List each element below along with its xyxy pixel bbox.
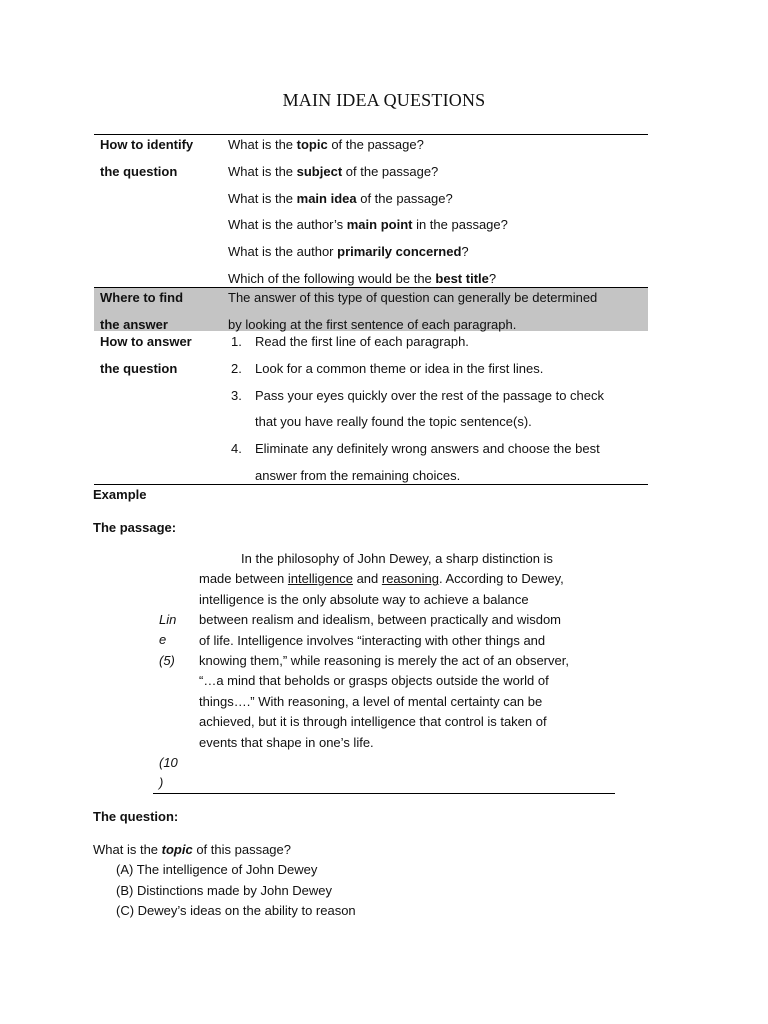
passage-line-10: events that shape in one’s life. bbox=[199, 734, 374, 750]
passage-text bbox=[199, 549, 619, 753]
step-number-2: 2. bbox=[231, 361, 242, 376]
table-top-rule bbox=[94, 134, 648, 135]
passage-line-8: things….” With reasoning, a level of mental certainty can be bbox=[199, 693, 543, 709]
where-row-top-rule bbox=[94, 287, 648, 288]
line-marker-10a: (10 bbox=[159, 755, 178, 770]
how-label-2: the question bbox=[100, 361, 178, 376]
identify-question-3: What is the main idea of the passage? bbox=[228, 191, 453, 206]
option-b: (B) Distinctions made by John Dewey bbox=[116, 883, 333, 898]
question-text: What is the topic of this passage? bbox=[93, 842, 291, 857]
passage-line-5: of life. Intelligence involves “interacting with other things and bbox=[199, 632, 546, 648]
step-text-3b: that you have really found the topic sentence(s). bbox=[255, 414, 532, 429]
step-text-4b: answer from the remaining choices. bbox=[255, 468, 461, 483]
passage-heading: The passage: bbox=[93, 520, 177, 535]
page-title: MAIN IDEA QUESTIONS bbox=[282, 90, 486, 110]
where-label-2: the answer bbox=[100, 317, 168, 332]
identify-label-1: How to identify bbox=[100, 137, 194, 152]
identify-question-1: What is the topic of the passage? bbox=[228, 137, 424, 152]
step-number-3: 3. bbox=[231, 388, 242, 403]
identify-question-6: Which of the following would be the best title? bbox=[228, 271, 497, 286]
step-text-3a: Pass your eyes quickly over the rest of the passage to check bbox=[255, 388, 605, 403]
identify-label-2: the question bbox=[100, 164, 178, 179]
step-text-4a: Eliminate any definitely wrong answers and choose the best bbox=[255, 441, 600, 456]
question-heading: The question: bbox=[93, 809, 179, 824]
passage-line-3: intelligence is the only absolute way to achieve a balance bbox=[199, 591, 529, 607]
passage-line-9: achieved, but it is through intelligence that control is taken of bbox=[199, 714, 547, 730]
step-number-4: 4. bbox=[231, 441, 242, 456]
passage-line-7: “…a mind that beholds or grasps objects outside the world of bbox=[199, 673, 549, 689]
example-heading: Example bbox=[93, 487, 147, 502]
passage-line-1: In the philosophy of John Dewey, a sharp distinction is bbox=[241, 551, 553, 566]
step-text-1: Read the first line of each paragraph. bbox=[255, 334, 469, 349]
line-marker-10b: ) bbox=[159, 775, 164, 790]
step-number-1: 1. bbox=[231, 334, 242, 349]
passage-line-6: knowing them,” while reasoning is merely the act of an observer, bbox=[199, 653, 569, 669]
line-marker-b: e bbox=[159, 632, 167, 647]
passage-line-2: made between intelligence and reasoning. According to Dewey, bbox=[199, 571, 564, 587]
where-text-2: by looking at the first sentence of each paragraph. bbox=[228, 317, 517, 332]
where-label-1: Where to find bbox=[100, 290, 184, 305]
option-a: (A) The intelligence of John Dewey bbox=[116, 862, 318, 877]
line-marker-5: (5) bbox=[159, 653, 175, 668]
where-text-1: The answer of this type of question can generally be determined bbox=[228, 290, 598, 305]
identify-question-5: What is the author primarily concerned? bbox=[228, 244, 469, 259]
how-label-1: How to answer bbox=[100, 334, 192, 349]
identify-question-2: What is the subject of the passage? bbox=[228, 164, 439, 179]
table-bottom-rule bbox=[94, 484, 648, 485]
step-text-2: Look for a common theme or idea in the first lines. bbox=[255, 361, 544, 376]
line-marker-a: Lin bbox=[159, 612, 177, 627]
passage-line-4: between realism and idealism, between practically and wisdom bbox=[199, 612, 562, 628]
identify-question-4: What is the author’s main point in the passage? bbox=[228, 217, 508, 232]
passage-bottom-rule bbox=[153, 793, 615, 794]
option-c: (C) Dewey’s ideas on the ability to reason bbox=[116, 903, 356, 918]
